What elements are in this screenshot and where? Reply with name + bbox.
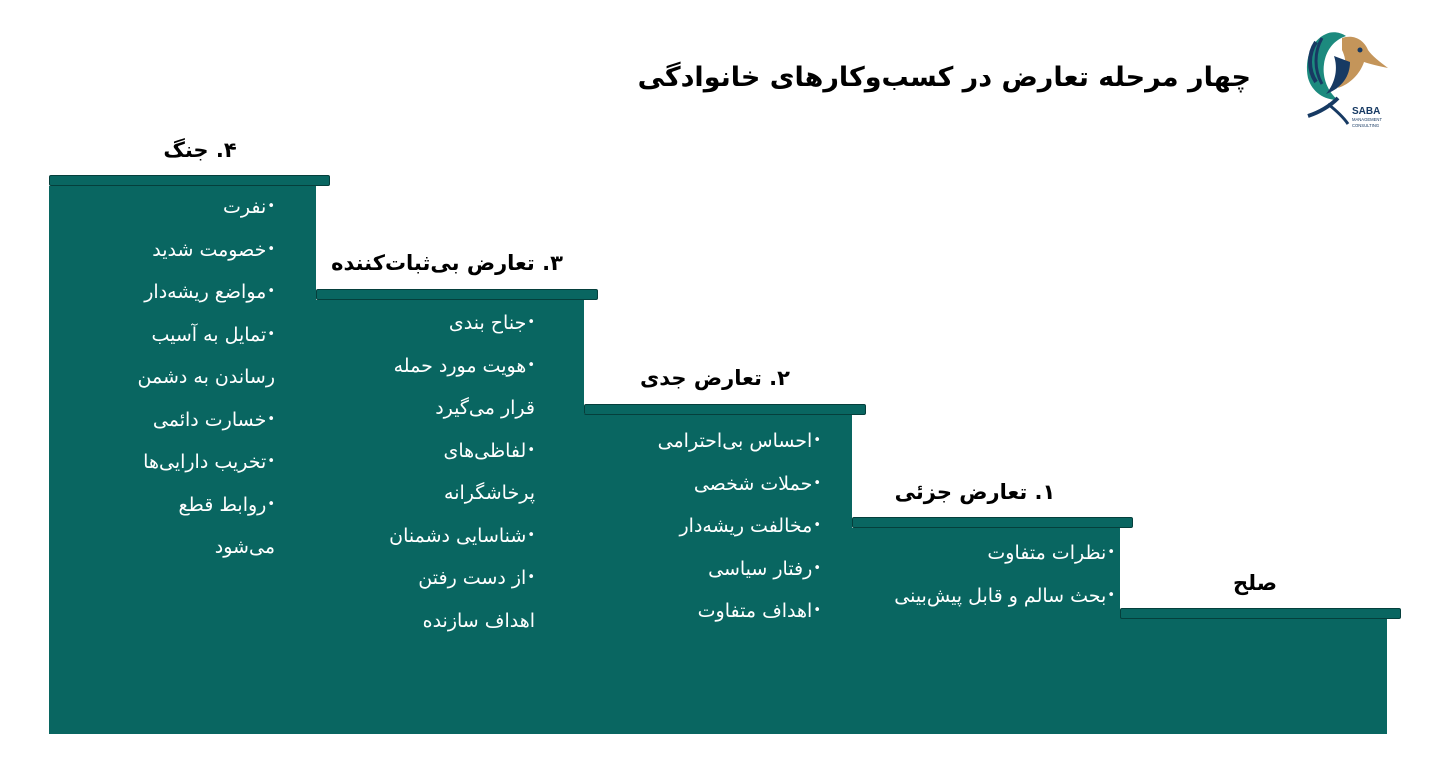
bullet-item [894, 575, 1115, 618]
bullet-item [389, 345, 535, 388]
bullet-dot-icon: • [813, 603, 821, 618]
bullet-dot-icon: • [1107, 587, 1115, 603]
bullet-item [658, 590, 821, 633]
bullet-item [389, 515, 535, 558]
step-4-title: ۴. جنگ [163, 138, 237, 162]
bullet-item [389, 472, 535, 515]
bullet-text: رساندن به دشمن [137, 366, 275, 388]
bullet-text: از دست رفتن [418, 567, 527, 589]
bullet-text: مواضع ریشه‌دار [144, 281, 267, 303]
bullet-text: اهداف سازنده [422, 609, 535, 632]
saba-logo [1298, 26, 1390, 130]
bullet-dot-icon: • [527, 442, 535, 458]
bullet-item [658, 463, 821, 506]
step-2-bullets [658, 420, 821, 633]
logo-tagline-1: MANAGEMENT [1352, 117, 1383, 122]
bullet-item [138, 399, 275, 442]
bullet-text: اهداف متفاوت [697, 600, 813, 622]
peace-ledge [1120, 608, 1401, 619]
bullet-text: لفاظی‌های [443, 439, 527, 462]
bullet-item [658, 505, 821, 548]
bullet-dot-icon: • [527, 357, 535, 373]
bullet-text: خسارت دائمی [152, 408, 267, 431]
bullet-text: حملات شخصی [693, 472, 813, 495]
bullet-item [138, 356, 275, 399]
bullet-item [138, 526, 275, 569]
bullet-dot-icon: • [267, 241, 275, 257]
bullet-item [389, 387, 535, 430]
bullet-text: جناح بندی [448, 312, 527, 334]
bullet-text: شناسایی دشمنان [389, 524, 527, 547]
bullet-dot-icon: • [267, 454, 275, 469]
logo-name: SABA [1352, 106, 1381, 117]
bullet-text: تخریب دارایی‌ها [143, 451, 267, 473]
bullet-text: روابط قطع [178, 493, 267, 516]
bullet-dot-icon: • [267, 326, 275, 342]
bullet-item [138, 186, 275, 229]
bullet-item [138, 314, 275, 357]
bullet-text: مخالفت ریشه‌دار [679, 515, 813, 537]
bullet-item [138, 484, 275, 527]
bullet-item [389, 430, 535, 473]
step-1-ledge [852, 517, 1133, 528]
bullet-dot-icon: • [813, 518, 821, 533]
page-title: چهار مرحله تعارض در کسب‌وکارهای خانوادگی [637, 62, 1251, 93]
bullet-dot-icon: • [1107, 545, 1115, 560]
bullet-dot-icon: • [267, 199, 275, 214]
bullet-item [389, 557, 535, 600]
bullet-item [658, 548, 821, 591]
bullet-dot-icon: • [267, 496, 275, 512]
bullet-item [138, 441, 275, 484]
bullet-item [389, 600, 535, 643]
bullet-dot-icon: • [813, 433, 821, 448]
step-3-bullets [389, 302, 535, 642]
bullet-text: خصومت شدید [152, 238, 267, 261]
bullet-text: پرخاشگرانه [444, 482, 535, 504]
bullet-text: رفتار سیاسی [708, 557, 813, 580]
step-3-ledge [316, 289, 598, 300]
step-2-title: ۲. تعارض جدی [640, 366, 790, 390]
step-1-title: ۱. تعارض جزئی [894, 480, 1056, 504]
bullet-text: نفرت [223, 196, 267, 218]
bullet-dot-icon: • [813, 560, 821, 576]
bullet-text: احساس بی‌احترامی [657, 430, 813, 452]
bullet-text: بحث سالم و قابل پیش‌بینی [894, 584, 1107, 607]
step-4-bullets [138, 186, 275, 569]
bullet-dot-icon: • [527, 315, 535, 330]
bullet-text: هویت مورد حمله [393, 354, 527, 377]
bullet-dot-icon: • [527, 570, 535, 585]
bullet-item [658, 420, 821, 463]
step-1-bullets [894, 532, 1115, 617]
bullet-item [138, 271, 275, 314]
bullet-dot-icon: • [813, 475, 821, 491]
step-3-title: ۳. تعارض بی‌ثبات‌کننده [331, 251, 563, 275]
bullet-dot-icon: • [267, 284, 275, 299]
bullet-dot-icon: • [267, 411, 275, 427]
bullet-dot-icon: • [527, 527, 535, 543]
bullet-text: می‌شود [214, 536, 275, 558]
step-4-ledge [49, 175, 330, 186]
bullet-item [389, 302, 535, 345]
step-2-ledge [584, 404, 866, 415]
logo-tagline-2: CONSULTING [1352, 123, 1380, 128]
bullet-text: تمایل به آسیب [151, 323, 267, 346]
bullet-item [138, 229, 275, 272]
bullet-item [894, 532, 1115, 575]
bullet-text: قرار می‌گیرد [435, 397, 535, 419]
peace-block [1120, 616, 1387, 734]
peace-title: صلح [1233, 571, 1277, 595]
bullet-text: نظرات متفاوت [987, 542, 1107, 564]
